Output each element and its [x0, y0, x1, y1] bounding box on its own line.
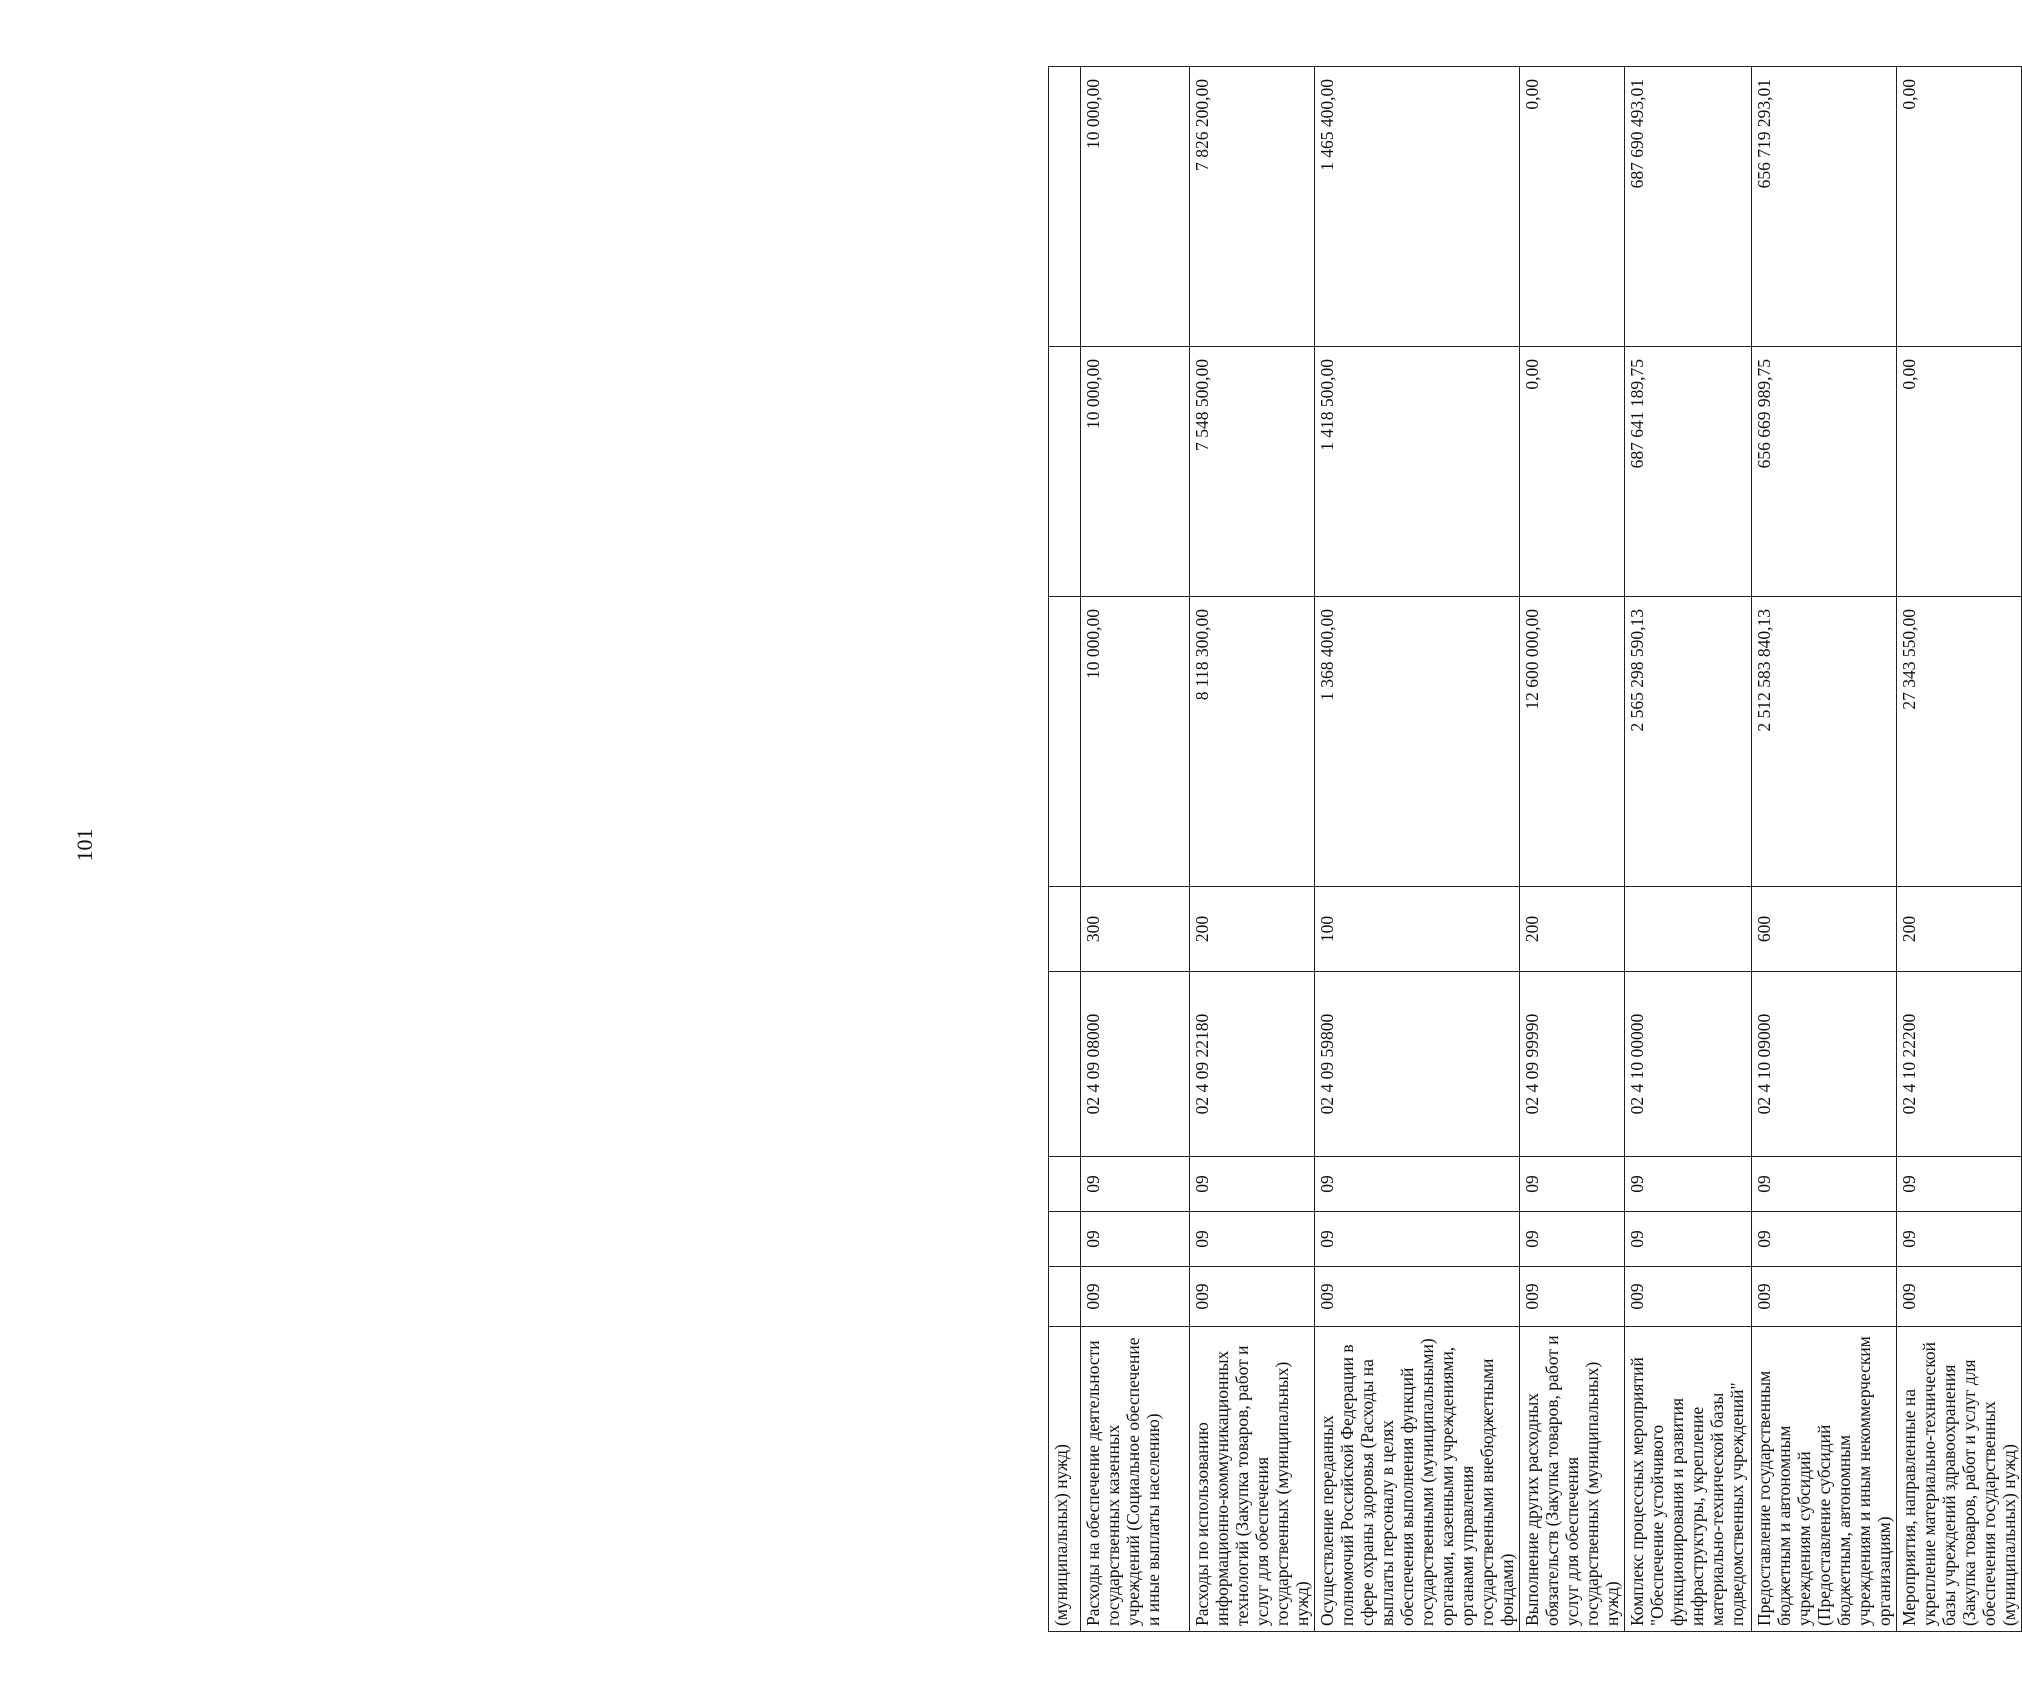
section-code: 09 — [1625, 1212, 1752, 1267]
budget-table-container — [1048, 67, 2019, 1632]
grbs-code: 009 — [1752, 1267, 1897, 1327]
grbs-code: 009 — [1625, 1267, 1752, 1327]
expense-type-code: 200 — [1520, 887, 1625, 972]
empty-cell — [1049, 1157, 1081, 1212]
target-article-code: 02 4 10 22200 — [1897, 972, 2022, 1157]
target-article-code: 02 4 10 09000 — [1752, 972, 1897, 1157]
table-row-carryover — [1049, 67, 1081, 1632]
table-row — [1315, 67, 1520, 1632]
grbs-code: 009 — [1897, 1267, 2022, 1327]
target-article-code: 02 4 09 59800 — [1315, 972, 1520, 1157]
table-row — [1190, 67, 1315, 1632]
subsection-code: 09 — [1752, 1157, 1897, 1212]
page-number: 101 — [72, 828, 97, 862]
amount-year-3: 0,00 — [1520, 67, 1625, 347]
amount-year-1: 1 368 400,00 — [1315, 597, 1520, 887]
empty-cell — [1049, 1267, 1081, 1327]
row-description: Осуществление переданных полномочий Российской Федерации в сфере охраны здоровья (Расходы на выплаты персоналу в целях обеспечения выполнения функций государственными (муниципальными) органами, казенными учреждениями, органами управления государственными внебюджетными фондами) — [1315, 1327, 1520, 1632]
table-row — [1752, 67, 1897, 1632]
target-article-code: 02 4 09 22180 — [1190, 972, 1315, 1157]
empty-cell — [1049, 597, 1081, 887]
table-row — [1625, 67, 1752, 1632]
amount-year-2: 1 418 500,00 — [1315, 347, 1520, 597]
empty-cell — [1049, 347, 1081, 597]
empty-cell — [1049, 1212, 1081, 1267]
subsection-code: 09 — [1897, 1157, 2022, 1212]
section-code: 09 — [1315, 1212, 1520, 1267]
table-row — [1081, 67, 1190, 1632]
amount-year-3: 10 000,00 — [1081, 67, 1190, 347]
empty-cell — [1049, 972, 1081, 1157]
subsection-code: 09 — [1520, 1157, 1625, 1212]
amount-year-2: 687 641 189,75 — [1625, 347, 1752, 597]
amount-year-2: 7 548 500,00 — [1190, 347, 1315, 597]
amount-year-3: 687 690 493,01 — [1625, 67, 1752, 347]
empty-cell — [1049, 887, 1081, 972]
empty-cell — [1049, 67, 1081, 347]
target-article-code: 02 4 10 00000 — [1625, 972, 1752, 1157]
row-description: Мероприятия, направленные на укрепление материально-технической базы учреждений здравоохранения (Закупка товаров, работ и услуг для обеспечения государственных (муниципальных) нужд) — [1897, 1327, 2022, 1632]
amount-year-3: 7 826 200,00 — [1190, 67, 1315, 347]
amount-year-1: 12 600 000,00 — [1520, 597, 1625, 887]
amount-year-2: 656 669 989,75 — [1752, 347, 1897, 597]
amount-year-2: 0,00 — [1897, 347, 2022, 597]
subsection-code: 09 — [1081, 1157, 1190, 1212]
amount-year-3: 1 465 400,00 — [1315, 67, 1520, 347]
amount-year-1: 27 343 550,00 — [1897, 597, 2022, 887]
section-code: 09 — [1190, 1212, 1315, 1267]
amount-year-2: 10 000,00 — [1081, 347, 1190, 597]
target-article-code: 02 4 09 99990 — [1520, 972, 1625, 1157]
row-description: Расходы по использованию информационно-коммуникационных технологий (Закупка товаров, работ и услуг для обеспечения государственных (муниципальных) нужд) — [1190, 1327, 1315, 1632]
subsection-code: 09 — [1315, 1157, 1520, 1212]
grbs-code: 009 — [1520, 1267, 1625, 1327]
amount-year-1: 2 565 298 590,13 — [1625, 597, 1752, 887]
amount-year-3: 656 719 293,01 — [1752, 67, 1897, 347]
expense-type-code: 100 — [1315, 887, 1520, 972]
table-body — [1049, 67, 2022, 1632]
row-description: Предоставление государственным бюджетным и автономным учреждениям субсидий (Предоставление субсидий бюджетным, автономным учреждениям и иным некоммерческим организациям) — [1752, 1327, 1897, 1632]
subsection-code: 09 — [1190, 1157, 1315, 1212]
grbs-code: 009 — [1315, 1267, 1520, 1327]
amount-year-2: 0,00 — [1520, 347, 1625, 597]
expense-type-code: 200 — [1190, 887, 1315, 972]
expense-type-code — [1625, 887, 1752, 972]
row-description: Расходы на обеспечение деятельности государственных казенных учреждений (Социальное обеспечение и иные выплаты населению) — [1081, 1327, 1190, 1632]
table-row — [1520, 67, 1625, 1632]
expense-type-code: 600 — [1752, 887, 1897, 972]
amount-year-1: 8 118 300,00 — [1190, 597, 1315, 887]
section-code: 09 — [1752, 1212, 1897, 1267]
subsection-code: 09 — [1625, 1157, 1752, 1212]
target-article-code: 02 4 09 08000 — [1081, 972, 1190, 1157]
section-code: 09 — [1520, 1212, 1625, 1267]
table-row — [1897, 67, 2022, 1632]
expense-type-code: 300 — [1081, 887, 1190, 972]
section-code: 09 — [1081, 1212, 1190, 1267]
section-code: 09 — [1897, 1212, 2022, 1267]
carryover-text: (муниципальных) нужд) — [1049, 1327, 1081, 1632]
grbs-code: 009 — [1190, 1267, 1315, 1327]
amount-year-3: 0,00 — [1897, 67, 2022, 347]
grbs-code: 009 — [1081, 1267, 1190, 1327]
amount-year-1: 2 512 583 840,13 — [1752, 597, 1897, 887]
budget-table — [1048, 66, 2022, 1632]
expense-type-code: 200 — [1897, 887, 2022, 972]
row-description: Комплекс процессных мероприятий "Обеспечение устойчивого функционирования и развития инфраструктуры, укрепление материально-технической базы подведомственных учреждений" — [1625, 1327, 1752, 1632]
row-description: Выполнение других расходных обязательств (Закупка товаров, работ и услуг для обеспечения государственных (муниципальных) нужд) — [1520, 1327, 1625, 1632]
amount-year-1: 10 000,00 — [1081, 597, 1190, 887]
